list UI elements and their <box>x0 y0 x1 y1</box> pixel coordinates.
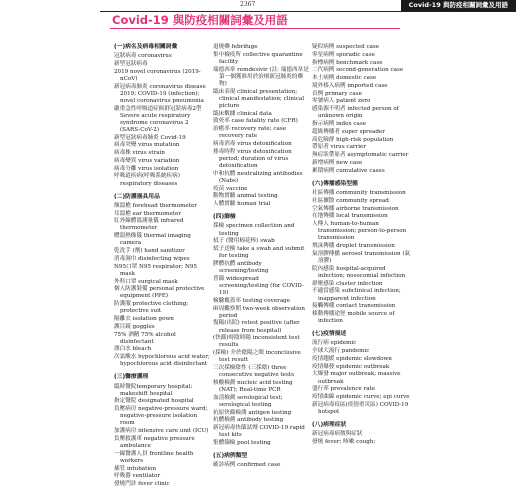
glossary-entry: 呼吸器 ventilator <box>114 473 161 480</box>
glossary-entry: 負壓病房 negative-pressure ward; negative-pressure isolation room <box>114 406 208 427</box>
glossary-entry: 膠體抗體 antibody screening/testing <box>213 260 269 275</box>
glossary-entry: 社區傳播 community transmission <box>312 190 406 196</box>
glossary-entry: 確診病例 confirmed case <box>213 462 281 469</box>
glossary-entry: 院內感染 hospital-acquired infection; nosocomial infection <box>312 265 406 279</box>
glossary-entry: 疫情爆發 epidemic outbreak <box>312 363 390 370</box>
page-title: Covid-19 與防疫相關詞彙及用語 <box>112 13 288 27</box>
glossary-entry: 空氣傳播 airborne transmission <box>312 205 399 212</box>
glossary-entry: 集體篩檢 pool testing <box>213 440 271 447</box>
glossary-entry: 排毒時程 virus detoxification period; duration of virus detoxification <box>213 148 292 169</box>
glossary-entry: 不適當感染 subclinical infection; inapparent infection <box>312 288 401 302</box>
glossary-entry: 指標病例 benchmark case <box>312 59 383 66</box>
glossary-entry: 臨床數據 clinical data <box>213 110 272 117</box>
glossary-entry: 移動傳播途徑 mobile source of infection <box>312 311 395 325</box>
glossary-entry: 病毒變異 virus variation <box>114 157 180 164</box>
glossary-entry: 發燒 fever; 咳嗽 cough; <box>312 438 376 445</box>
glossary-entry: (快篩)時陰時陽 inconsistent test results <box>213 335 300 349</box>
glossary-entry: 大爆發 major outbreak; massive outbreak <box>312 371 401 385</box>
glossary-entry: 人傳人 human-to-human transmission; person-to-person transmission <box>312 221 407 242</box>
glossary-entry: 在地傳播 local transmission <box>312 213 388 220</box>
glossary-entry: 紅外線體溫測量儀 infrared thermometer <box>114 218 184 232</box>
glossary-entry: 新冠病毒肺炎 coronavirus disease 2019; COVID-19 (infection); novel coronavirus pneumonia <box>114 83 206 104</box>
section-heading: (一)病名及病毒相關詞彙 <box>114 44 178 50</box>
section-heading: (七)疫情描述 <box>312 331 347 338</box>
section-heading: (六)傳播感染型態 <box>312 180 358 187</box>
glossary-entry: 拭子送檢 take a swab and submit for testing <box>213 246 305 260</box>
glossary-entry: 臨床表現 clinical presentation; clinical manifestation; clinical picture <box>213 88 305 109</box>
glossary-entry: 拭子 (醫用棉花棒) swab <box>213 238 275 245</box>
glossary-entry: 首例 primary case <box>312 90 362 97</box>
glossary-entry: 高危險群 high-risk population <box>312 136 394 143</box>
glossary-entry: 流行病 epidemic <box>312 340 357 347</box>
glossary-entry: 耳溫槍 ear thermometer <box>114 210 182 217</box>
glossary-entry: 新增病例 new case <box>312 160 363 167</box>
glossary-entry: 血清檢測 serological test; serological testing <box>213 394 283 408</box>
glossary-entry: 冠狀病毒 coronavirus <box>114 53 172 60</box>
glossary-entry: (採檢) 介於陰陽之間 inconclusive test result <box>213 350 301 364</box>
glossary-entry: 個人防護裝備 personal protective equipment (PPE) <box>114 286 205 300</box>
glossary-entry: 零號病人 patient zero <box>312 98 371 105</box>
glossary-entry: 零星病例 sporadic case <box>312 51 375 58</box>
glossary-entry: 乾洗手 (劑) hand sanitizer <box>114 248 185 255</box>
glossary-entry: 發燒門診 fever clinic <box>114 481 170 488</box>
glossary-entry: 集中檢疫所 collective quarantine facility <box>213 51 303 65</box>
glossary-entry: 新冠病毒病徵與症狀 <box>312 431 363 438</box>
glossary-entry: 新冠病毒疫區(疫情重災區) COVID-19 hotspot <box>312 401 409 415</box>
glossary-entry: 超級傳播者 super spreader <box>312 128 385 135</box>
glossary-entry: 核酸檢測 nucleic acid testing (NAT); Real-time PCR <box>213 379 293 394</box>
glossary-entry: 加護病房 intensive care unit (ICU) <box>114 428 209 435</box>
glossary-entry: 指示病例 index case <box>312 121 367 128</box>
section-heading: (三)醫療護理 <box>114 374 149 381</box>
glossary-entry: 隔離衣 isolation gown <box>114 316 174 323</box>
glossary-entry: 社區擴散 community spread <box>312 197 389 204</box>
glossary-entry: 中和抗體 neutralizing antibodies (Nabs) <box>213 170 303 184</box>
glossary-entry: 致死率 case fatality rate (CFR) <box>213 118 298 125</box>
glossary-entry: 人體實驗 human trial <box>213 201 271 208</box>
glossary-entry: 負壓救護車 negative pressure ambulance <box>114 435 195 450</box>
glossary-entry: 普篩 widespread screening/testing (for COVID-19) <box>213 275 304 296</box>
glossary-entry: 嚴重急性呼吸道症候群冠狀病毒2型 Severe acute respiratory syndrome coronavirus 2 (SARS-CoV-2) <box>114 105 202 133</box>
section-heading: (五)病例類型 <box>213 453 248 460</box>
glossary-entry: 復陽(出院) retest positive (after release from hospital) <box>213 320 300 334</box>
glossary-entry: 插管 intubation <box>114 465 157 472</box>
glossary-column-2 <box>213 44 309 470</box>
header-banner: Covid-19 與防疫相關詞彙及用語 <box>401 0 516 11</box>
glossary-entry: 病毒消毒 virus detoxification <box>213 141 292 148</box>
glossary-entry: 呼吸道疾病(呼吸系統疾病) respiratory diseases <box>114 173 180 187</box>
glossary-entry: 群聚感染 cluster infection <box>312 280 383 287</box>
glossary-entry: 全球大流行 pandemic <box>312 348 370 355</box>
glossary-entry: 境外移入病例 imported case <box>312 82 388 89</box>
glossary-column-3 <box>312 44 412 447</box>
glossary-entry: 本土病例 domestic case <box>312 75 377 82</box>
glossary-entry: 病毒突變 virus mutation <box>114 142 180 149</box>
glossary-entry: N95口罩 N95 respirator; N95 mask <box>114 263 197 277</box>
glossary-entry: 一線醫護人員 frontline health workers <box>114 450 194 464</box>
glossary-entry: 外科口罩 surgical mask <box>114 278 178 285</box>
glossary-entry: 消毒濕巾 disinfecting wipes <box>114 255 190 262</box>
glossary-entry: 接觸傳播 contact transmission <box>312 303 396 310</box>
glossary-entry: 護目鏡 goggles <box>114 323 155 330</box>
glossary-entry: 抗原快篩檢測 antigen testing <box>213 409 292 416</box>
glossary-entry: 臨時醫院temporary hospital; makeshift hospital <box>114 383 193 397</box>
glossary-entry: 兩周觀察期 two-week observation period <box>213 305 305 319</box>
glossary-entry: 二代病例 second-generation case <box>312 67 404 74</box>
glossary-entry: 飛沫傳播 droplet transmission <box>312 243 395 250</box>
glossary-entry: 疫情趨緩 epidemic slowdown <box>312 355 392 362</box>
glossary-entry: 疫苗 vaccine <box>213 185 248 192</box>
glossary-entry: 氣溶膠傳播 aerosol transmission (氣溶膠) <box>312 250 411 264</box>
glossary-entry: 動物實驗 animal testing <box>213 193 278 200</box>
glossary-entry: 病毒株 virus strain <box>114 150 165 157</box>
glossary-entry: 新型冠狀病毒肺炎 Covid-19 <box>114 134 186 141</box>
glossary-entry: 漂白水 bleach <box>114 346 152 353</box>
glossary-entry: 抗體檢測 antibody testing <box>213 417 284 424</box>
glossary-entry: 額溫槍 forehead thermometer <box>114 202 197 209</box>
glossary-entry: 三次採檢陰性 (三採陰) three consecutive negative tests <box>213 365 294 379</box>
page-number: 2367 <box>240 1 256 8</box>
glossary-entry: 新冠病毒快篩試劑 COVID-19 rapid test kits <box>213 425 305 439</box>
glossary-entry: 病毒分離 virus isolation <box>114 165 179 172</box>
glossary-entry: 疫情曲線 epidemic curve; epi curve <box>312 394 410 401</box>
glossary-entry: 治癒率 recovery rate; case recovery rate <box>213 126 287 140</box>
glossary-entry: 瑞德西韋 remdesivir (註: 瑞德西韋是第一個獲准用於治療新冠肺炎的藥物) <box>213 66 309 87</box>
section-heading: (四)篩檢 <box>213 214 236 221</box>
glossary-entry: 採檢 specimen collection and testing <box>213 223 295 237</box>
section-heading: (二)防護器具用品 <box>114 193 160 200</box>
title-underline <box>110 28 400 29</box>
glossary-entry: 退燒藥 febrifuge <box>213 44 258 50</box>
section-heading: (八)病理症狀 <box>312 422 347 429</box>
glossary-entry: 檢驗覆蓋率 testing coverage <box>213 297 291 304</box>
glossary-entry: 疑似病例 suspected case <box>312 44 380 50</box>
glossary-column-1 <box>114 44 210 489</box>
glossary-entry: 2019 novel coronavirus (2019-nCoV) <box>114 68 201 82</box>
glossary-entry: 盛行率 prevalence rate <box>312 386 376 393</box>
glossary-entry: 防護服 protective clothing; protective suit <box>114 301 189 315</box>
glossary-entry: 新型冠狀病毒 <box>114 60 148 67</box>
glossary-entry: 無症狀帶原者 asymptomatic carrier <box>312 152 409 159</box>
glossary-entry: 感染源不明者 infected person of unknown origin <box>312 106 399 120</box>
glossary-entry: 累積病例 cumulative cases <box>312 167 385 174</box>
glossary-entry: 75% 酒精 75% alcohol disinfectant <box>114 331 176 345</box>
glossary-entry: 體溫熱像儀 thermal imaging camera <box>114 233 191 247</box>
glossary-entry: 次氯酸水 hypochlorous acid water; hypochlorous acid disinfectant <box>114 354 210 368</box>
glossary-entry: 帶原者 virus carrier <box>312 144 367 151</box>
glossary-entry: 指定醫院 designated hospital <box>114 398 194 405</box>
